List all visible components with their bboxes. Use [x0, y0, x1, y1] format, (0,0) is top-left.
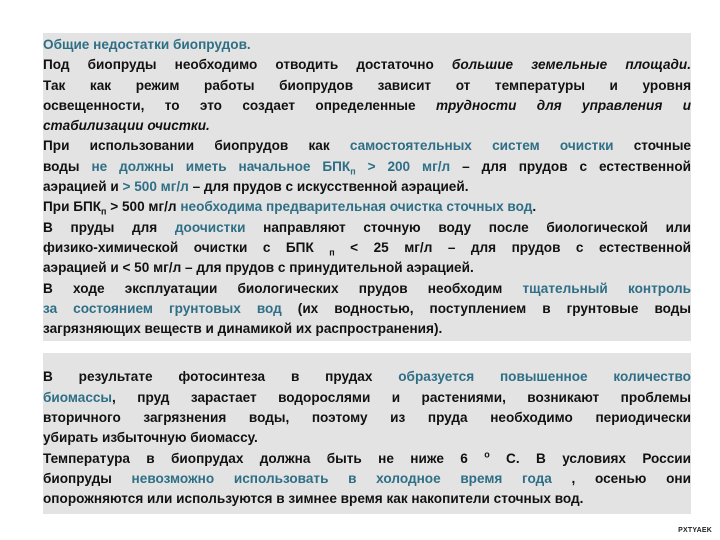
text-line: освещенности, то это создает определенные трудности для управления и — [43, 97, 691, 113]
text-line: биопруды невозможно использовать в холодное время года , осенью они — [43, 470, 691, 486]
text-line: В ходе эксплуатации биологических прудов необходим тщательный контроль — [43, 280, 691, 296]
text-line: загрязняющих веществ и динамикой их распространения). — [43, 321, 443, 337]
text-line: за состоянием грунтовых вод (их водностью, поступлением в грунтовые воды — [43, 300, 691, 316]
text-line: В результате фотосинтеза в прудах образуется повышенное количество — [43, 369, 691, 385]
heading-line: Общие недостатки биопрудов. — [43, 37, 251, 52]
text-line: Температура в биопрудах должна быть не ниже 6 $^о$ С. В условиях России — [43, 449, 691, 466]
text-line: Под биопруды необходимо отводить достаточно большие земельные площади. — [43, 57, 691, 73]
text-panel — [43, 33, 691, 514]
text-line: При использовании биопрудов как самостоятельных систем очистки сточные — [43, 138, 691, 154]
text-line: опорожняются или используются в зимнее время как накопители сточных вод. — [43, 491, 584, 507]
text-line: вторичного загрязнения воды, поэтому из пруда необходимо периодически — [43, 410, 691, 426]
paragraph-block-2 — [43, 365, 691, 513]
text-line: физико-химической очистки с БПК $_п$ < 25 мг/л – для прудов с естественной — [43, 239, 691, 258]
text-line: биомассы, пруд зарастает водорослями и растениями, возникают проблемы — [43, 389, 691, 405]
text-line: При $БПК_п > 500$ мг/л необходима предварительная очистка сточных вод. — [43, 199, 537, 218]
text-line: В пруды для доочистки направляют сточную воду после биологической или — [43, 219, 691, 235]
text-line: аэрацией и > 500 мг/л – для прудов с искусственной аэрацией. — [43, 179, 469, 195]
footer-label: PXTYAEK — [678, 527, 712, 534]
text-line: убирать избыточную биомассу. — [43, 430, 258, 446]
text-line: Так как режим работы биопрудов зависит от температуры и уровня — [43, 77, 691, 93]
paragraph-block-1 — [43, 33, 691, 341]
text-line: стабилизации очистки. — [43, 118, 210, 134]
paragraph-gap — [43, 341, 691, 353]
text-line: воды не должны иметь начальное $БПК_п > 200$ мг/л – для прудов с естественной — [43, 158, 691, 177]
text-line: аэрацией и < 50 мг/л – для прудов с принудительной аэрацией. — [43, 260, 474, 276]
